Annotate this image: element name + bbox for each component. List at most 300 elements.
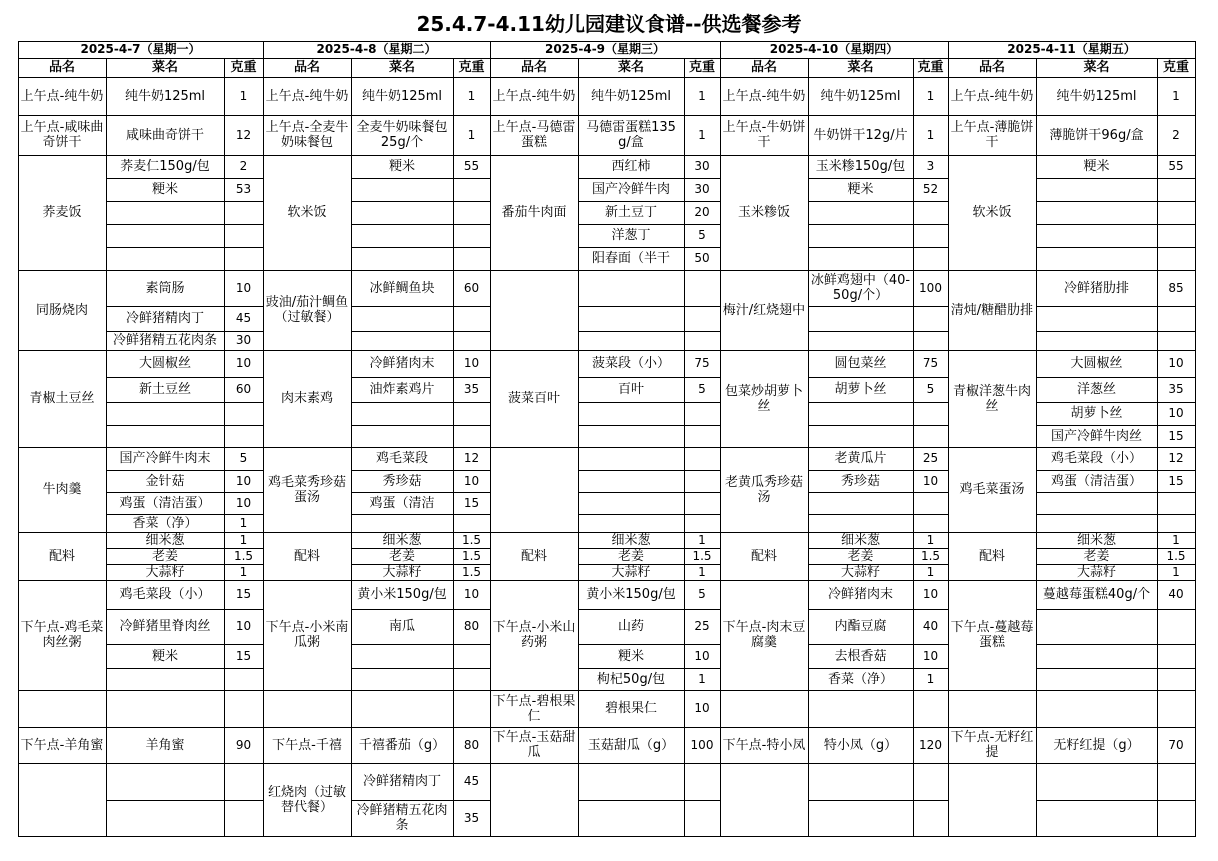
ingredient-weight: 120 (919, 737, 942, 752)
ingredient-weight: 30 (235, 333, 252, 347)
ingredient-name: 马德雷蛋糕135g/盒 (586, 120, 676, 150)
ingredient-weight (913, 514, 948, 532)
ingredient-name: 百叶 (617, 382, 644, 397)
ingredient-name: 黄小米150g/包 (586, 587, 676, 602)
ingredient-weight: 35 (463, 810, 480, 825)
ingredient-name (106, 247, 224, 270)
ingredient-name (1036, 492, 1157, 514)
ingredient-name (808, 201, 913, 224)
ingredient-weight: 1 (698, 127, 706, 142)
ingredient-weight: 20 (694, 205, 710, 219)
ingredient-weight: 10 (922, 648, 939, 663)
dish-name: 豉油/茄汁鲷鱼（过敏餐） (265, 295, 349, 325)
ingredient-weight (1157, 800, 1195, 836)
ingredient-name: 新土豆丁 (604, 205, 657, 220)
ingredient-name: 冷鲜猪肉末 (369, 356, 435, 371)
column-header-dish: 品名 (520, 60, 547, 75)
ingredient-name: 洋葱丁 (611, 228, 651, 243)
ingredient-name: 粳米 (847, 182, 874, 197)
ingredient-weight (913, 201, 948, 224)
ingredient-weight: 1 (698, 564, 706, 579)
section-divider (720, 836, 949, 837)
ingredient-weight (224, 763, 263, 800)
ingredient-weight: 50 (694, 251, 710, 265)
ingredient-name: 冰鲜鸡翅中（40-50g/个） (810, 273, 911, 303)
dish-name: 牛肉羹 (42, 482, 82, 497)
ingredient-weight (913, 763, 948, 800)
ingredient-weight (453, 690, 490, 727)
dish-name: 上午点-纯牛奶 (492, 88, 576, 104)
ingredient-weight (684, 514, 720, 532)
ingredient-name: 老姜 (617, 548, 644, 564)
ingredient-weight: 55 (1168, 159, 1184, 173)
ingredient-weight (1157, 668, 1195, 690)
ingredient-name (351, 247, 453, 270)
ingredient-weight: 1.5 (233, 548, 254, 563)
dish-name: 配料 (48, 548, 75, 564)
dish-name: 包菜炒胡萝卜丝 (724, 383, 803, 414)
ingredient-name: 胡萝卜丝 (1070, 406, 1123, 421)
ingredient-weight (224, 247, 263, 270)
ingredient-name: 羊角蜜 (145, 737, 185, 753)
ingredient-name: 纯牛奶125ml (820, 88, 901, 104)
ingredient-name: 西红柿 (611, 159, 651, 174)
dish-name: 青椒洋葱牛肉丝 (952, 383, 1031, 414)
ingredient-weight (684, 425, 720, 447)
ingredient-weight (453, 201, 490, 224)
ingredient-name: 阳春面（半干 (591, 251, 670, 266)
ingredient-weight (453, 644, 490, 668)
ingredient-name: 老黄瓜片 (834, 451, 887, 466)
dish-name: 上午点-纯牛奶 (20, 88, 104, 104)
ingredient-weight (1157, 644, 1195, 668)
ingredient-name: 冷鲜猪精五花肉条 (356, 803, 448, 833)
ingredient-weight: 1 (698, 88, 706, 103)
ingredient-name: 大蒜籽 (145, 564, 185, 580)
dish-name (263, 690, 351, 727)
ingredient-weight: 60 (463, 280, 480, 295)
ingredient-name (808, 247, 913, 270)
ingredient-weight: 1 (926, 532, 935, 547)
ingredient-weight: 52 (922, 182, 939, 196)
ingredient-name (1036, 201, 1157, 224)
ingredient-weight: 70 (1168, 737, 1184, 752)
ingredient-name: 鸡蛋（清洁 (369, 495, 435, 511)
ingredient-weight: 5 (698, 382, 706, 396)
ingredient-name: 粳米 (151, 648, 178, 664)
dish-name: 上午点-全麦牛奶味餐包 (265, 120, 349, 150)
ingredient-weight (913, 800, 948, 836)
ingredient-name: 圆包菜丝 (834, 356, 887, 371)
dish-name (490, 270, 578, 350)
ingredient-weight (1157, 492, 1195, 514)
ingredient-name (1036, 609, 1157, 644)
ingredient-name: 细米葱 (382, 532, 422, 548)
ingredient-weight: 10 (463, 356, 480, 370)
ingredient-weight: 85 (1168, 280, 1184, 295)
ingredient-name: 老姜 (388, 548, 415, 564)
ingredient-weight (1157, 178, 1195, 201)
dish-name: 配料 (750, 548, 777, 564)
column-header-dish: 品名 (293, 60, 320, 75)
ingredient-name: 大圆椒丝 (138, 356, 191, 371)
ingredient-name (106, 800, 224, 836)
ingredient-weight: 80 (463, 737, 480, 752)
dish-name: 上午点-咸味曲奇饼干 (20, 120, 104, 150)
ingredient-weight: 1 (926, 88, 935, 103)
ingredient-weight: 15 (235, 587, 252, 601)
ingredient-name (106, 668, 224, 690)
ingredient-weight: 1 (1172, 532, 1180, 547)
ingredient-name (351, 306, 453, 331)
ingredient-weight: 75 (922, 356, 939, 370)
ingredient-weight (1157, 514, 1195, 532)
ingredient-weight: 80 (463, 619, 480, 633)
dish-name: 鸡毛菜蛋汤 (959, 482, 1025, 497)
ingredient-name (578, 447, 684, 470)
dish-name: 上午点-薄脆饼干 (950, 120, 1034, 150)
ingredient-weight (224, 668, 263, 690)
column-header-item: 菜名 (1083, 60, 1110, 75)
ingredient-name: 秀珍菇 (840, 473, 880, 489)
ingredient-name (1036, 690, 1157, 727)
ingredient-weight: 1 (239, 532, 248, 547)
ingredient-weight (684, 402, 720, 425)
dish-name: 上午点-马德雷蛋糕 (492, 120, 576, 150)
column-header-weight: 克重 (1162, 60, 1189, 75)
ingredient-name (1036, 178, 1157, 201)
ingredient-name: 胡萝卜丝 (834, 382, 887, 397)
day-date-header: 2025-4-7（星期一） (80, 42, 201, 56)
ingredient-name (808, 224, 913, 247)
ingredient-name (808, 800, 913, 836)
dish-name: 下午点-碧根果仁 (492, 693, 576, 724)
ingredient-weight: 1.5 (461, 548, 482, 563)
ingredient-weight: 10 (694, 648, 710, 663)
ingredient-name: 鸡毛菜段（小） (1050, 451, 1142, 466)
section-divider (263, 836, 491, 837)
dish-name: 荞麦饭 (42, 205, 82, 220)
ingredient-weight: 1.5 (692, 548, 712, 563)
dish-name: 下午点-特小凤 (722, 737, 806, 753)
ingredient-name: 鸡毛菜段（小） (119, 587, 211, 602)
ingredient-name: 去根香菇 (834, 648, 887, 664)
ingredient-name: 纯牛奶125ml (590, 88, 672, 104)
ingredient-name: 千禧番茄（g） (358, 737, 446, 753)
ingredient-weight: 40 (922, 619, 939, 633)
ingredient-name: 全麦牛奶味餐包25g/个 (356, 120, 448, 150)
ingredient-weight (684, 800, 720, 836)
dish-name: 下午点-玉菇甜瓜 (492, 730, 576, 760)
ingredient-name: 蔓越莓蛋糕40g/个 (1042, 587, 1151, 602)
ingredient-weight: 1.5 (1166, 548, 1186, 563)
ingredient-name (808, 514, 913, 532)
ingredient-name: 冷鲜猪里脊肉丝 (119, 619, 211, 634)
ingredient-weight: 1 (926, 564, 935, 579)
ingredient-weight: 55 (463, 159, 480, 173)
column-header-dish: 品名 (978, 60, 1005, 75)
ingredient-weight: 35 (463, 382, 480, 396)
ingredient-name (578, 470, 684, 492)
ingredient-name: 细米葱 (611, 532, 651, 548)
ingredient-weight: 10 (235, 473, 252, 488)
ingredient-weight: 75 (694, 356, 710, 370)
ingredient-name: 素筒肠 (145, 280, 185, 296)
ingredient-name (106, 425, 224, 447)
ingredient-name: 老姜 (1083, 548, 1110, 564)
ingredient-name (351, 201, 453, 224)
ingredient-name (1036, 763, 1157, 800)
ingredient-name: 冷鲜猪肋排 (1063, 280, 1129, 296)
ingredient-name: 菠菜段（小） (591, 356, 670, 371)
ingredient-name: 老姜 (847, 548, 874, 564)
ingredient-name: 鸡蛋（清洁蛋） (119, 495, 211, 511)
dish-name: 梅汁/红烧翅中 (722, 302, 806, 318)
ingredient-weight (453, 224, 490, 247)
ingredient-weight: 10 (1168, 356, 1184, 370)
ingredient-name: 内酯豆腐 (834, 619, 887, 634)
ingredient-name (351, 178, 453, 201)
ingredient-name: 粳米 (617, 648, 644, 664)
ingredient-name (1036, 331, 1157, 350)
ingredient-weight: 1 (467, 127, 476, 142)
dish-name: 下午点-小米南瓜粥 (265, 620, 349, 650)
ingredient-weight (224, 690, 263, 727)
ingredient-weight: 15 (1168, 428, 1184, 443)
dish-name (948, 690, 1036, 727)
ingredient-weight (453, 331, 490, 350)
ingredient-name (1036, 306, 1157, 331)
ingredient-weight: 25 (922, 451, 939, 465)
ingredient-name: 玉菇甜瓜（g） (587, 737, 675, 753)
section-divider (18, 836, 264, 837)
ingredient-name: 无籽红提（g） (1053, 737, 1140, 753)
ingredient-weight: 12 (235, 127, 252, 142)
ingredient-name (106, 224, 224, 247)
ingredient-weight: 12 (463, 451, 480, 465)
ingredient-weight (913, 306, 948, 331)
ingredient-weight: 10 (463, 587, 480, 601)
ingredient-name: 细米葱 (145, 532, 185, 548)
ingredient-name (808, 425, 913, 447)
ingredient-name: 大蒜籽 (611, 564, 651, 580)
ingredient-weight (453, 402, 490, 425)
ingredient-name (1036, 668, 1157, 690)
ingredient-weight (1157, 331, 1195, 350)
ingredient-name: 粳米 (151, 182, 178, 197)
dish-name: 下午点-千禧 (272, 737, 342, 753)
ingredient-name: 冷鲜猪精肉丁 (125, 311, 204, 326)
dish-name: 配料 (978, 548, 1005, 564)
column-header-weight: 克重 (688, 60, 715, 75)
ingredient-weight: 2 (239, 159, 248, 173)
ingredient-name (106, 201, 224, 224)
column-header-item: 菜名 (388, 60, 415, 75)
ingredient-weight: 15 (1168, 473, 1184, 488)
ingredient-name: 国产冷鲜牛肉末 (119, 451, 211, 466)
ingredient-name: 纯牛奶125ml (1056, 88, 1137, 104)
dish-name: 下午点-羊角蜜 (20, 737, 104, 753)
ingredient-weight: 25 (694, 619, 710, 633)
ingredient-weight (453, 668, 490, 690)
ingredient-name (808, 690, 913, 727)
ingredient-name (351, 331, 453, 350)
day-date-header: 2025-4-8（星期二） (316, 42, 437, 56)
ingredient-name: 纯牛奶125ml (124, 88, 206, 104)
ingredient-name (1036, 224, 1157, 247)
column-header-weight: 克重 (230, 60, 257, 75)
ingredient-name (808, 492, 913, 514)
ingredient-name: 粳米 (1083, 159, 1110, 174)
ingredient-weight: 15 (235, 648, 252, 663)
dish-name: 配料 (520, 548, 547, 564)
dish-name: 软米饭 (287, 205, 327, 220)
ingredient-weight (1157, 224, 1195, 247)
ingredient-name (578, 402, 684, 425)
ingredient-weight (224, 800, 263, 836)
ingredient-weight: 1.5 (920, 548, 941, 563)
ingredient-name: 玉米糁150g/包 (815, 159, 906, 174)
ingredient-weight (684, 763, 720, 800)
ingredient-name: 鸡毛菜段 (375, 451, 428, 466)
ingredient-weight: 15 (463, 495, 480, 510)
ingredient-name (808, 763, 913, 800)
ingredient-name: 南瓜 (388, 619, 415, 634)
section-divider (490, 836, 721, 837)
ingredient-name: 大蒜籽 (840, 564, 880, 580)
ingredient-weight: 10 (922, 587, 939, 601)
ingredient-weight: 30 (694, 159, 710, 173)
dish-name (490, 447, 578, 532)
ingredient-weight: 1 (926, 127, 935, 142)
ingredient-weight: 1.5 (461, 532, 482, 547)
ingredient-name (351, 668, 453, 690)
ingredient-name: 纯牛奶125ml (361, 88, 443, 104)
ingredient-name: 枸杞50g/包 (596, 671, 666, 687)
dish-name: 配料 (293, 548, 320, 564)
ingredient-weight: 10 (922, 473, 939, 488)
ingredient-name: 老姜 (151, 548, 178, 564)
ingredient-weight: 100 (919, 280, 942, 295)
ingredient-weight: 3 (926, 159, 935, 173)
column-header-item: 菜名 (151, 60, 178, 75)
ingredient-weight (224, 224, 263, 247)
day-date-header: 2025-4-11（星期五） (1007, 42, 1136, 56)
ingredient-weight (453, 514, 490, 532)
table-right-border (1195, 41, 1196, 837)
column-header-item: 菜名 (617, 60, 644, 75)
ingredient-weight (1157, 306, 1195, 331)
dish-name (720, 763, 808, 836)
ingredient-name (808, 402, 913, 425)
day-date-header: 2025-4-9（星期三） (544, 42, 666, 56)
ingredient-weight (1157, 763, 1195, 800)
ingredient-name (106, 763, 224, 800)
ingredient-name (1036, 247, 1157, 270)
ingredient-name: 冷鲜猪肉末 (827, 587, 893, 602)
ingredient-weight: 1 (1172, 88, 1180, 103)
dish-name: 软米饭 (972, 205, 1012, 220)
ingredient-name (1036, 514, 1157, 532)
ingredient-weight (224, 402, 263, 425)
ingredient-name (808, 306, 913, 331)
ingredient-name (578, 514, 684, 532)
ingredient-weight (684, 270, 720, 306)
ingredient-weight: 1 (1172, 564, 1180, 579)
dish-name: 老黄瓜秀珍菇汤 (724, 474, 803, 505)
dish-name: 清炖/糖醋肋排 (950, 302, 1034, 318)
ingredient-name: 油炸素鸡片 (369, 382, 435, 397)
ingredient-weight (453, 178, 490, 201)
ingredient-weight: 1 (239, 88, 248, 103)
ingredient-weight (913, 402, 948, 425)
ingredient-name: 细米葱 (840, 532, 880, 548)
ingredient-weight (224, 425, 263, 447)
dish-name: 下午点-无籽红提 (950, 730, 1034, 760)
ingredient-name: 大圆椒丝 (1070, 356, 1123, 371)
column-header-dish: 品名 (750, 60, 777, 75)
ingredient-weight: 2 (1172, 127, 1180, 142)
ingredient-weight (684, 447, 720, 470)
dish-name: 鸡毛菜秀珍菇蛋汤 (267, 474, 346, 505)
ingredient-weight: 5 (239, 451, 248, 465)
ingredient-name: 冷鲜猪精五花肉条 (112, 333, 217, 348)
dish-name: 下午点-小米山药粥 (492, 620, 576, 650)
ingredient-name (578, 763, 684, 800)
ingredient-weight: 10 (235, 619, 252, 633)
ingredient-name (578, 331, 684, 350)
ingredient-weight (224, 201, 263, 224)
ingredient-weight: 100 (690, 737, 714, 752)
dish-name: 下午点-肉末豆腐羹 (722, 620, 806, 650)
ingredient-weight (913, 492, 948, 514)
ingredient-name: 秀珍菇 (382, 473, 422, 489)
ingredient-name (351, 425, 453, 447)
ingredient-weight: 5 (926, 382, 935, 396)
dish-name: 上午点-纯牛奶 (265, 88, 349, 104)
ingredient-weight (913, 331, 948, 350)
ingredient-name: 山药 (617, 619, 644, 634)
ingredient-weight: 10 (1168, 406, 1184, 420)
ingredient-name: 牛奶饼干12g/片 (813, 127, 908, 143)
ingredient-name: 新土豆丝 (138, 382, 191, 397)
ingredient-weight: 10 (235, 495, 252, 510)
ingredient-name (351, 644, 453, 668)
ingredient-weight: 45 (463, 774, 480, 788)
ingredient-name: 国产冷鲜牛肉丝 (1050, 428, 1142, 444)
dish-name (18, 690, 106, 727)
ingredient-name (578, 425, 684, 447)
dish-name: 上午点-纯牛奶 (950, 88, 1034, 104)
ingredient-weight (684, 331, 720, 350)
ingredient-name: 洋葱丝 (1076, 382, 1116, 397)
ingredient-name: 冷鲜猪精肉丁 (362, 774, 441, 789)
ingredient-weight (1157, 690, 1195, 727)
dish-name (18, 763, 106, 836)
ingredient-weight: 60 (235, 382, 252, 396)
ingredient-name: 大蒜籽 (1076, 564, 1116, 580)
dish-name: 肉末素鸡 (280, 391, 333, 406)
ingredient-weight (913, 425, 948, 447)
ingredient-weight: 5 (698, 228, 706, 242)
ingredient-weight: 1 (698, 671, 706, 686)
ingredient-name: 细米葱 (1076, 532, 1116, 548)
column-header-item: 菜名 (847, 60, 874, 75)
dish-name: 青椒土豆丝 (29, 391, 95, 406)
ingredient-weight: 1 (698, 532, 706, 547)
ingredient-name: 特小凤（g） (823, 737, 898, 753)
ingredient-name: 大蒜籽 (382, 564, 422, 580)
